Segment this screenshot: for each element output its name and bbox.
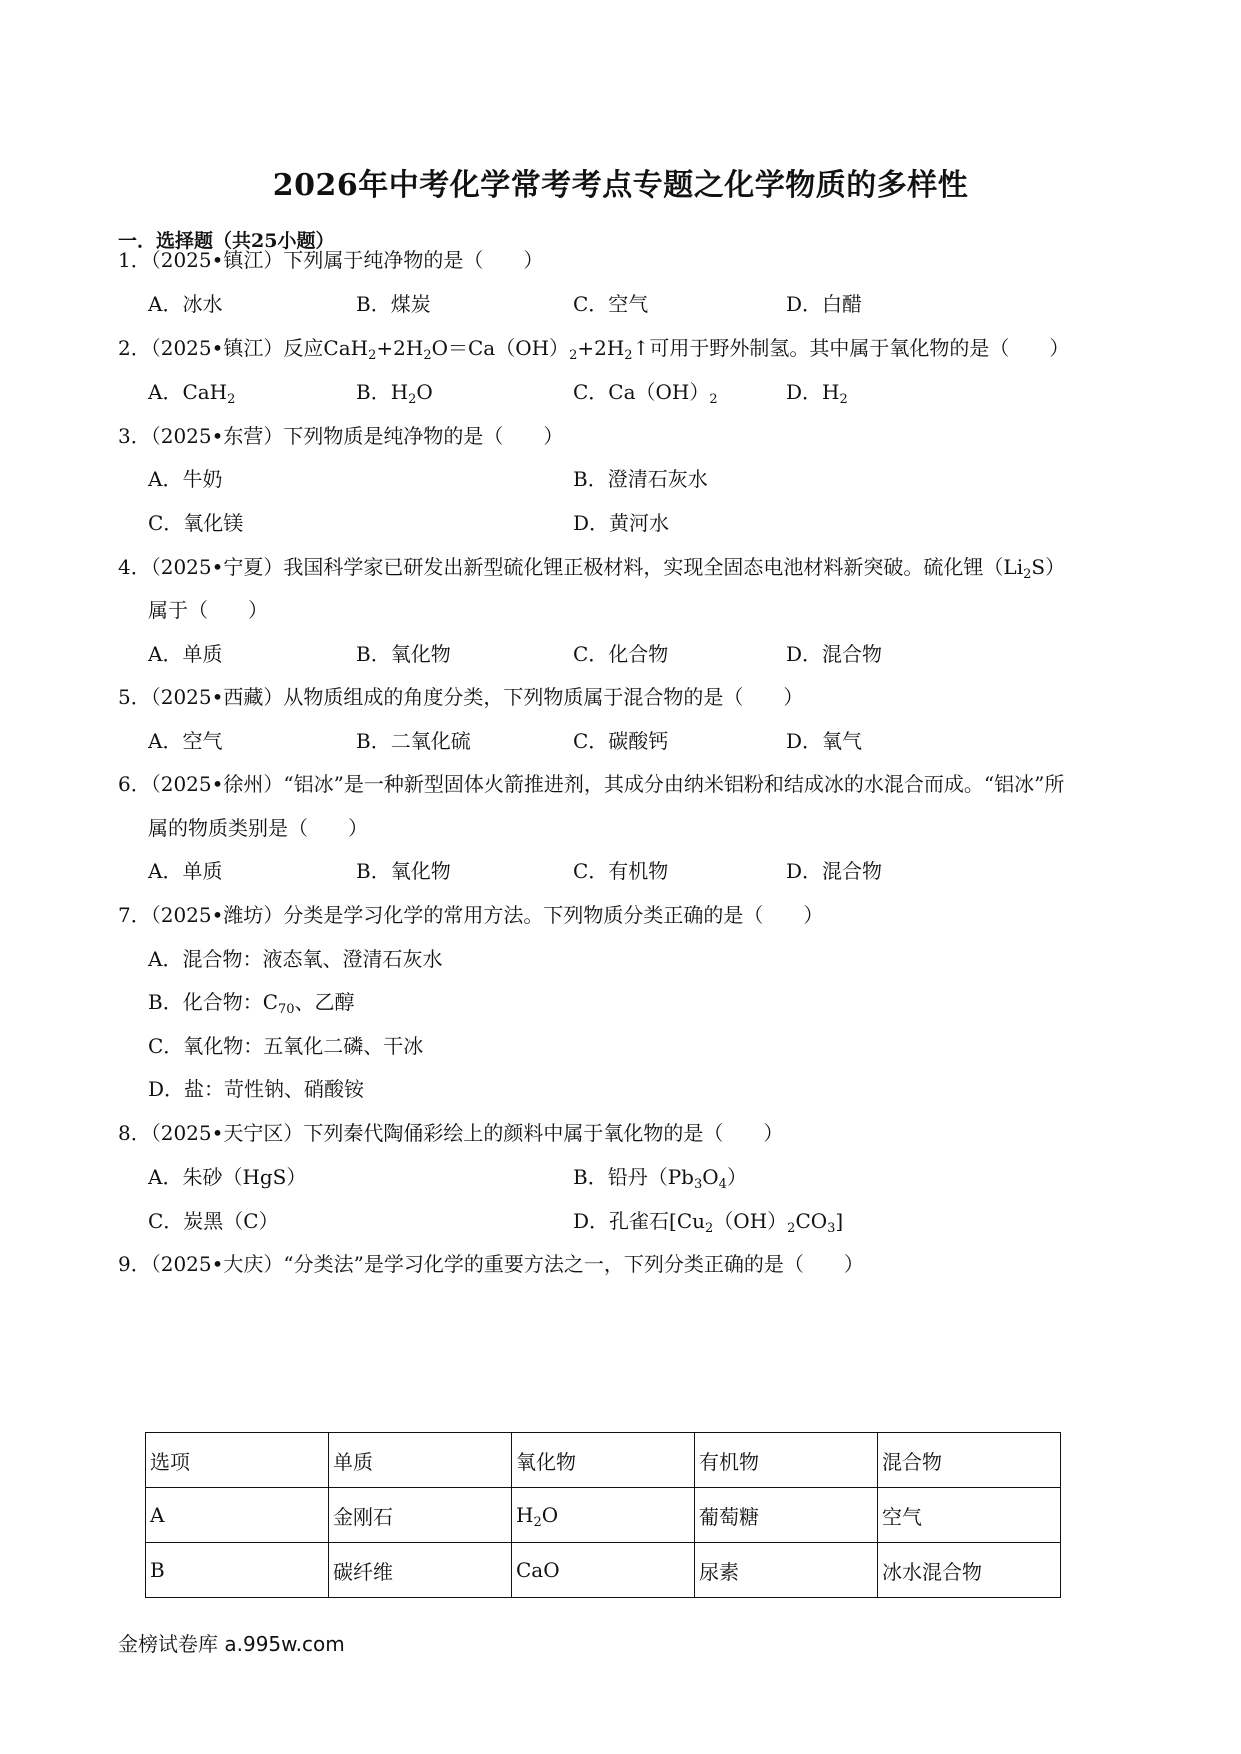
q3-option-b: B．澄清石灰水 (573, 467, 708, 491)
q4-option-d: D．混合物 (786, 642, 883, 666)
table-cell: B (146, 1543, 329, 1598)
question-4: 4．（2025•宁夏）我国科学家已研发出新型硫化锂正极材料，实现全固态电池材料新突破。硫化锂$(Li_2S)$ (118, 555, 1066, 582)
table-cell: 冰水混合物 (878, 1543, 1061, 1598)
q7-option-c: C．氧化物：五氧化二磷、干冰 (148, 1034, 424, 1058)
table-cell: CaO (512, 1543, 695, 1598)
question-5: 5．（2025•西藏）从物质组成的角度分类，下列物质属于混合物的是（ ） (118, 685, 804, 709)
table-header-cell: 选项 (146, 1433, 329, 1488)
q5-option-d: D．氧气 (786, 729, 863, 753)
question-7: 7．（2025•潍坊）分类是学习化学的常用方法。下列物质分类正确的是（ ） (118, 903, 824, 927)
question-6: 6．（2025•徐州）“铝冰”是一种新型固体火箭推进剂，其成分由纳米铝粉和结成冰的水混合而成。“铝冰”所 (118, 772, 1065, 796)
q4-option-b: B．氧化物 (356, 642, 451, 666)
q2-option-a: A．CaH$_2$ (148, 380, 236, 407)
q7-option-d: D．盐：苛性钠、硝酸铵 (148, 1077, 365, 1101)
q7-option-b: B．化合物：$C_{70}$、乙醇 (148, 990, 355, 1017)
classification-table (145, 1432, 1061, 1598)
q8-option-d: D．孔雀石$[Cu_2(OH)_2CO_3]$ (573, 1209, 844, 1236)
table-cell: 尿素 (695, 1543, 878, 1598)
table-row (146, 1488, 1061, 1543)
q1-option-a: A．冰水 (148, 292, 223, 316)
q8-option-b: B．铅丹$(Pb_3O_4)$ (573, 1165, 747, 1192)
question-6-continued: 属的物质类别是（ ） (148, 816, 368, 840)
q3-option-c: C．氧化镁 (148, 511, 244, 535)
table-header-row (146, 1433, 1061, 1488)
page-title: 2026年中考化学常考考点专题之化学物质的多样性 (272, 168, 969, 203)
q5-option-c: C．碳酸钙 (573, 729, 669, 753)
table-header-cell: 有机物 (695, 1433, 878, 1488)
page-footer: 金榜试卷库 a.995w.com (118, 1632, 345, 1656)
q2-option-c: C．$Ca(OH)_2$ (573, 380, 718, 407)
q1-option-c: C．空气 (573, 292, 649, 316)
question-8: 8．（2025•天宁区）下列秦代陶俑彩绘上的颜料中属于氧化物的是（ ） (118, 1121, 784, 1145)
question-4-continued: 属于（ ） (148, 598, 268, 622)
q2-option-d: D．$H_2$ (786, 380, 848, 407)
q4-option-c: C．化合物 (573, 642, 669, 666)
section-heading: 一．选择题（共25小题） (118, 230, 335, 252)
table-cell: A (146, 1488, 329, 1543)
q1-option-b: B．煤炭 (356, 292, 431, 316)
table-cell: 空气 (878, 1488, 1061, 1543)
q7-option-a: A．混合物：液态氧、澄清石灰水 (148, 947, 443, 971)
question-9: 9．（2025•大庆）“分类法”是学习化学的重要方法之一，下列分类正确的是（ ） (118, 1252, 864, 1276)
q1-option-d: D．白醋 (786, 292, 863, 316)
table-header-cell: 单质 (329, 1433, 512, 1488)
table-header-cell: 混合物 (878, 1433, 1061, 1488)
table-cell: 葡萄糖 (695, 1488, 878, 1543)
table-cell: $H_2O$ (512, 1488, 695, 1543)
q2-option-b: B．$H_2O$ (356, 380, 433, 407)
q3-option-d: D．黄河水 (573, 511, 670, 535)
table-header-cell: 氧化物 (512, 1433, 695, 1488)
table-cell: 金刚石 (329, 1488, 512, 1543)
table-cell: 碳纤维 (329, 1543, 512, 1598)
q6-option-d: D．混合物 (786, 859, 883, 883)
q8-option-a: A．朱砂（HgS） (148, 1165, 307, 1189)
q8-option-c: C．炭黑（C） (148, 1209, 279, 1233)
q6-option-c: C．有机物 (573, 859, 669, 883)
q5-option-b: B．二氧化硫 (356, 729, 471, 753)
question-3: 3．（2025•东营）下列物质是纯净物的是（ ） (118, 424, 564, 448)
q5-option-a: A．空气 (148, 729, 223, 753)
question-2: 2．（2025•镇江）反应$CaH_2+2H_2O=Ca(OH)_2+2H_2↑$可用于野外制氢。其中属于氧化物的是（ ） (118, 336, 1070, 363)
q3-option-a: A．牛奶 (148, 467, 223, 491)
q6-option-a: A．单质 (148, 859, 223, 883)
q6-option-b: B．氧化物 (356, 859, 451, 883)
table-row (146, 1543, 1061, 1598)
question-1: 1．（2025•镇江）下列属于纯净物的是（ ） (118, 248, 544, 272)
q4-option-a: A．单质 (148, 642, 223, 666)
